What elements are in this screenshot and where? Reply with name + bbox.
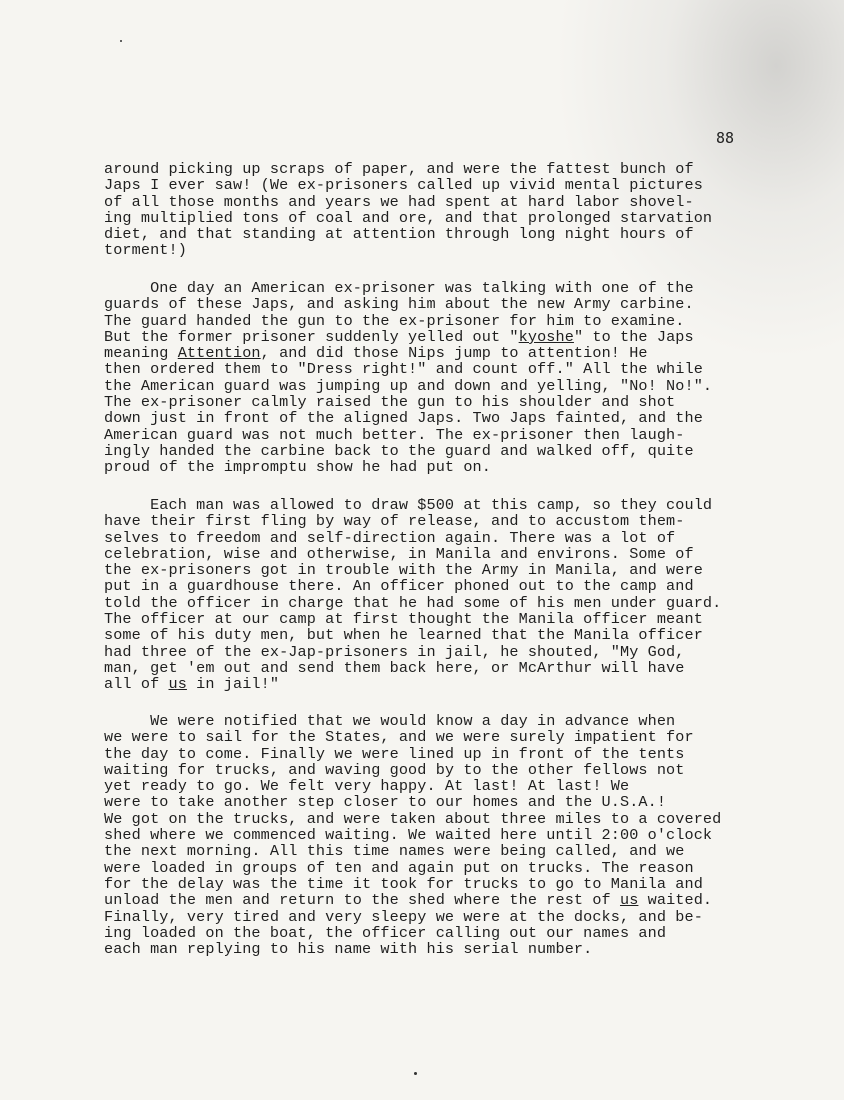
page-number: 88 <box>716 129 735 147</box>
text-line: were loaded in groups of ten and again put on trucks. The reason <box>104 858 694 877</box>
text-line: the day to come. Finally we were lined up in front of the tents <box>104 744 685 763</box>
text-line: We got on the trucks, and were taken about three miles to a covered <box>104 809 722 828</box>
paragraph-1 <box>104 161 712 259</box>
paragraph-2 <box>104 280 712 476</box>
text-line: some of his duty men, but when he learned that the Manila officer <box>104 626 703 645</box>
text-line: Finally, very tired and very sleepy we were at the docks, and be- <box>104 907 703 926</box>
text-line: guards of these Japs, and asking him about the new Army carbine. <box>104 295 694 314</box>
text-line: The guard handed the gun to the ex-prisoner for him to examine. <box>104 311 685 330</box>
text-line: celebration, wise and otherwise, in Manila and environs. Some of <box>104 544 694 563</box>
text-line: But the former prisoner suddenly yelled out "kyoshe" to the Japs <box>104 327 694 346</box>
text-line: The officer at our camp at first thought the Manila officer meant <box>104 610 703 629</box>
text-line: selves to freedom and self-direction again. There was a lot of <box>104 528 676 547</box>
text-line: each man replying to his name with his serial number. <box>104 940 593 959</box>
text-line: We were notified that we would know a day in advance when <box>104 712 676 730</box>
text-line: ing multiplied tons of coal and ore, and that prolonged starvation <box>104 208 713 227</box>
text-line: American guard was not much better. The ex-prisoner then laugh- <box>104 425 685 444</box>
text-line: we were to sail for the States, and we were surely impatient for <box>104 728 694 747</box>
ink-speck <box>414 1072 417 1075</box>
text-line: One day an American ex-prisoner was talking with one of the <box>104 279 694 297</box>
text-line: unload the men and return to the shed where the rest of us waited. <box>104 891 713 910</box>
text-line: told the officer in charge that he had some of his men under guard. <box>104 593 722 612</box>
text-line: for the delay was the time it took for trucks to go to Manila and <box>104 874 703 893</box>
text-line: shed where we commenced waiting. We waited here until 2:00 o'clock <box>104 826 713 845</box>
text-line: diet, and that standing at attention through long night hours of <box>104 225 694 244</box>
text-line: put in a guardhouse there. An officer phoned out to the camp and <box>104 577 694 596</box>
text-line: waiting for trucks, and waving good by to the other fellows not <box>104 760 685 779</box>
text-line: ing loaded on the boat, the officer calling out our names and <box>104 923 667 942</box>
text-line: had three of the ex-Jap-prisoners in jail, he shouted, "My God, <box>104 642 685 661</box>
text-line: yet ready to go. We felt very happy. At last! At last! We <box>104 777 630 796</box>
text-line: down just in front of the aligned Japs. Two Japs fainted, and the <box>104 409 703 428</box>
paragraph-4 <box>104 713 721 957</box>
text-line: the ex-prisoners got in trouble with the Army in Manila, and were <box>104 561 703 580</box>
text-line: then ordered them to "Dress right!" and count off." All the while <box>104 360 703 379</box>
text-line: Each man was allowed to draw $500 at this camp, so they could <box>104 496 713 514</box>
text-line: proud of the impromptu show he had put on. <box>104 458 491 477</box>
text-line: meaning Attention, and did those Nips jump to attention! He <box>104 344 648 363</box>
text-line: man, get 'em out and send them back here, or McArthur will have <box>104 658 685 677</box>
text-line: torment!) <box>104 241 187 260</box>
document-body <box>104 160 776 959</box>
text-line: the American guard was jumping up and down and yelling, "No! No!". <box>104 376 713 395</box>
text-line: The ex-prisoner calmly raised the gun to his shoulder and shot <box>104 393 676 412</box>
text-line: were to take another step closer to our homes and the U.S.A.! <box>104 793 667 812</box>
paragraph-3 <box>104 497 721 693</box>
ink-speck <box>120 40 122 42</box>
text-line: of all those months and years we had spent at hard labor shovel- <box>104 192 694 211</box>
text-line: all of us in jail!" <box>104 675 280 694</box>
text-line: Japs I ever saw! (We ex-prisoners called up vivid mental pictures <box>104 176 703 195</box>
text-line: ingly handed the carbine back to the guard and walked off, quite <box>104 441 694 460</box>
text-line: have their first fling by way of release, and to accustom them- <box>104 512 685 531</box>
text-line: around picking up scraps of paper, and were the fattest bunch of <box>104 160 694 178</box>
text-line: the next morning. All this time names were being called, and we <box>104 842 685 861</box>
